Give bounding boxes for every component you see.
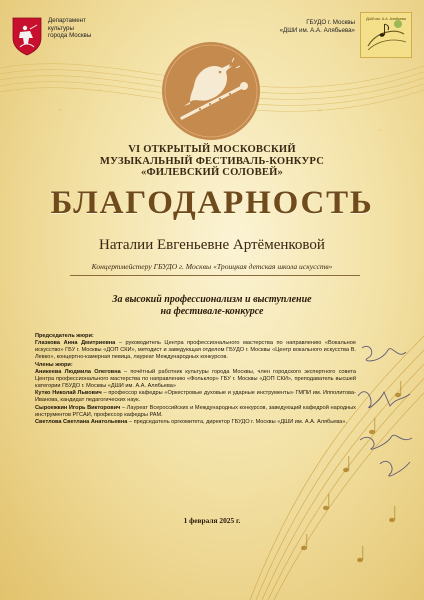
school-org-label <box>255 19 355 34</box>
award-reason <box>20 294 404 318</box>
jury-member-description: – руководитель Центра профессионального мастерства по направлению «Вокальное искусство» ГБУ г. Москвы «ДОП СКИ», методист и заведующая отделом ГБУДО г. Москвы «Центр вокального искусства В. Левко», концертно-камерная певица, лауреат Международных конкурсов. <box>35 340 356 361</box>
moscow-coat-of-arms-icon <box>10 16 44 56</box>
award-reason-line: на фестивале-конкурсе <box>160 306 264 317</box>
school-logo-caption: ДШИ им. А.А. Алябьева <box>366 17 406 21</box>
certificate-headline: БЛАГОДАРНОСТЬ <box>50 185 374 221</box>
jury-member-name: Светлова Светлана Анатольевна <box>35 418 128 425</box>
recipient-name: Наталии Евгеньевне Артёменковой <box>99 237 325 253</box>
jury-member-entry <box>35 369 356 390</box>
department-of-culture-label <box>48 17 148 40</box>
festival-title <box>20 144 404 179</box>
org-left-line: города Москвы <box>48 32 92 40</box>
jury-chair-heading: Председатель жюри: <box>35 333 94 339</box>
festival-title-line: VI ОТКРЫТЫЙ МОСКОВСКИЙ <box>128 144 296 155</box>
jury-chair-entry <box>35 340 356 361</box>
org-left-line: культуры <box>48 24 74 32</box>
org-right-line: «ДШИ им. А.А. Алябьева» <box>279 26 355 34</box>
recipient-role: Концертмейстеру ГБУДО г. Москвы «Троицкая детская школа искусств» <box>91 262 333 271</box>
jury-member-name: Аникеева Людмила Олеговна <box>35 368 121 375</box>
jury-list <box>35 333 356 426</box>
jury-member-name: Сыроежкин Игорь Викторович <box>35 404 121 411</box>
jury-member-description: – Лауреат Всероссийских и Международных конкурсов, заведующий кафедрой народных инструментов РГСАИ, профессор кафедры РАМ. <box>35 404 356 418</box>
org-right-line: ГБУДО г. Москвы <box>306 19 355 26</box>
festival-title-line: «ФИЛЕВСКИЙ СОЛОВЕЙ» <box>140 167 284 179</box>
jury-member-name: Глазкова Анна Дмитриевна <box>35 340 116 347</box>
handwritten-signatures <box>340 340 424 490</box>
nightingale-clarinet-icon <box>160 40 262 142</box>
festival-title-line: МУЗЫКАЛЬНЫЙ ФЕСТИВАЛЬ-КОНКУРС <box>99 155 325 167</box>
jury-members-heading: Члены жюри: <box>35 361 73 368</box>
award-reason-line: За высокий профессионализм и выступление <box>112 294 312 305</box>
org-left-line: Департамент <box>48 17 86 24</box>
jury-member-description: – почётный работник культуры города Москвы, член городского экспертного совета Центра профессионального мастерства по направлению «Фольклор» ГБУ г. Москвы «ДОП СКИ», преподаватель высшей категории ГБУДО г. Москвы «ДШИ им. А.А. Алябьева» <box>35 368 356 390</box>
divider-line <box>70 275 360 276</box>
jury-member-entry <box>35 390 356 404</box>
music-school-logo-icon <box>360 12 412 58</box>
jury-member-entry <box>35 419 356 426</box>
jury-member-description: – профессор кафедры «Оркестровые духовые и ударные инструменты» ГМПИ им. Ипполитова-Иванова, кандидат педагогических наук. <box>35 390 356 404</box>
jury-member-entry <box>35 405 356 419</box>
jury-member-name: Кутко Николай Львович <box>35 390 102 397</box>
issue-date: 1 февраля 2025 г. <box>183 516 241 525</box>
jury-member-description: – председатель оргкомитета, директор ГБУДО г. Москвы «ДШИ им. А.А. Алябьева». <box>127 418 347 425</box>
